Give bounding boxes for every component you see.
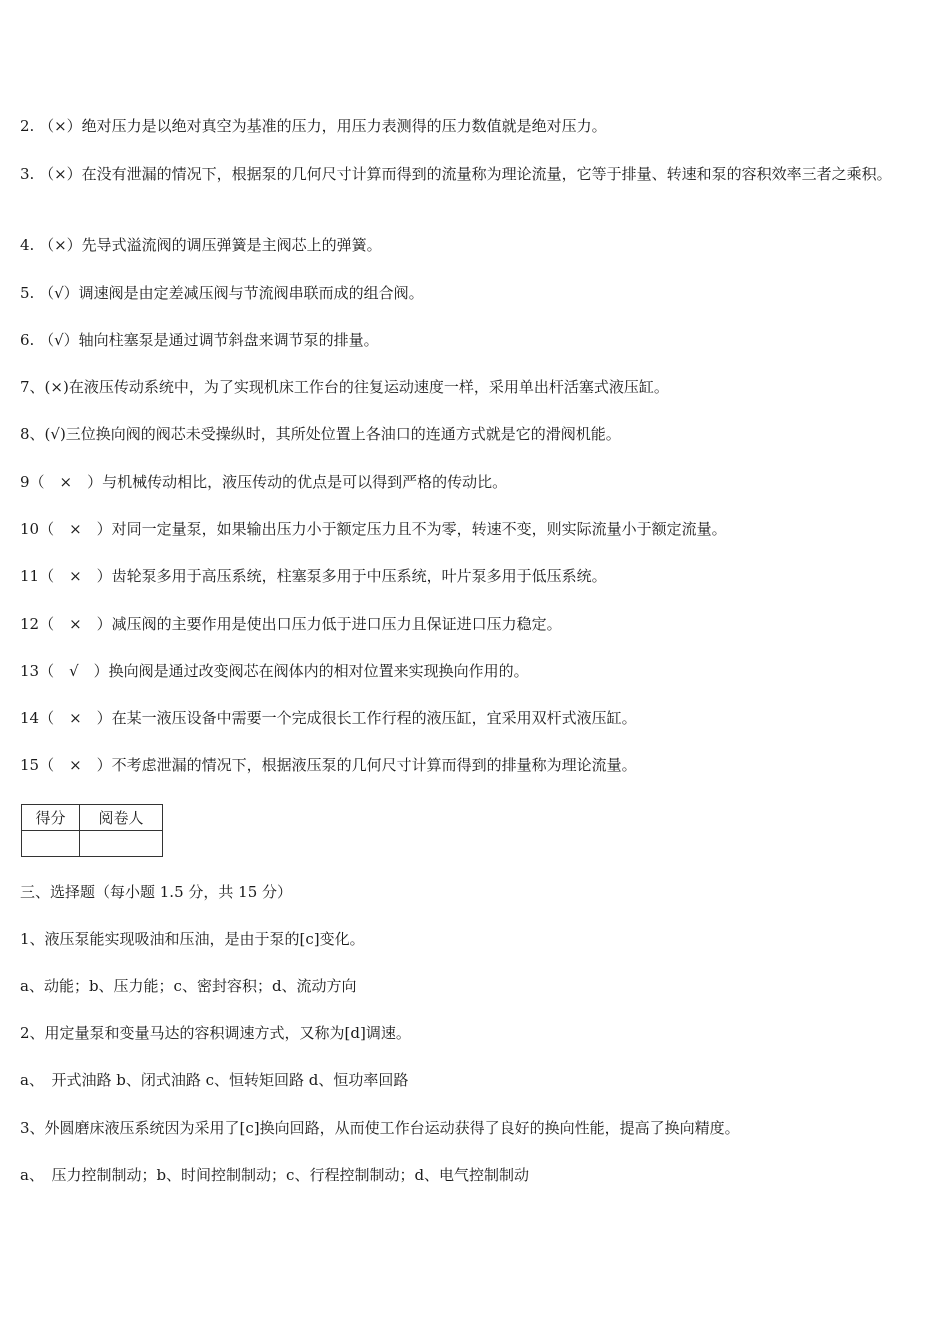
section-title: 三、选择题（每小题 1.5 分，共 15 分） xyxy=(20,883,293,901)
score-header: 得分 xyxy=(22,805,80,831)
judgment-item: 9（ × ）与机械传动相比，液压传动的优点是可以得到严格的传动比。 xyxy=(20,473,508,491)
option-line: a、动能；b、压力能；c、密封容积；d、流动方向 xyxy=(20,977,357,995)
judgment-item: 2. （×）绝对压力是以绝对真空为基准的压力，用压力表测得的压力数值就是绝对压力。 xyxy=(20,117,607,135)
judgment-item: 10（ × ）对同一定量泵，如果输出压力小于额定压力且不为零，转速不变，则实际流量小于额定流量。 xyxy=(20,520,727,538)
judgment-item: 11（ × ）齿轮泵多用于高压系统，柱塞泵多用于中压系统，叶片泵多用于低压系统。 xyxy=(20,567,607,585)
judgment-item: 4. （×）先导式溢流阀的调压弹簧是主阀芯上的弹簧。 xyxy=(20,236,382,254)
judgment-item: 3. （×）在没有泄漏的情况下，根据泵的几何尺寸计算而得到的流量称为理论流量，它等于排量、转速和泵的容积效率三者之乘积。 xyxy=(20,165,892,183)
judgment-item: 15（ × ）不考虑泄漏的情况下，根据液压泵的几何尺寸计算而得到的排量称为理论流量。 xyxy=(20,756,637,774)
question-line: 3、外圆磨床液压系统因为采用了[c]换向回路，从而使工作台运动获得了良好的换向性能，提高了换向精度。 xyxy=(20,1119,740,1137)
judgment-item: 12（ × ）减压阀的主要作用是使出口压力低于进口压力且保证进口压力稳定。 xyxy=(20,615,562,633)
judgment-item: 5. （√）调速阀是由定差减压阀与节流阀串联而成的组合阀。 xyxy=(20,284,424,302)
score-cell[interactable] xyxy=(22,831,80,857)
grader-cell[interactable] xyxy=(80,831,163,857)
score-table xyxy=(21,804,163,857)
judgment-item: 8、(√)三位换向阀的阀芯未受操纵时，其所处位置上各油口的连通方式就是它的滑阀机能。 xyxy=(20,425,621,443)
judgment-item: 13（ √ ）换向阀是通过改变阀芯在阀体内的相对位置来实现换向作用的。 xyxy=(20,662,529,680)
option-line: a、 压力控制制动；b、时间控制制动；c、行程控制制动；d、电气控制制动 xyxy=(20,1166,530,1184)
question-line: 2、用定量泵和变量马达的容积调速方式，又称为[d]调速。 xyxy=(20,1024,411,1042)
judgment-item: 7、(×)在液压传动系统中，为了实现机床工作台的往复运动速度一样，采用单出杆活塞式液压缸。 xyxy=(20,378,669,396)
question-line: 1、液压泵能实现吸油和压油，是由于泵的[c]变化。 xyxy=(20,930,365,948)
judgment-item: 6. （√）轴向柱塞泵是通过调节斜盘来调节泵的排量。 xyxy=(20,331,379,349)
judgment-item: 14（ × ）在某一液压设备中需要一个完成很长工作行程的液压缸，宜采用双杆式液压缸。 xyxy=(20,709,637,727)
option-line: a、 开式油路 b、闭式油路 c、恒转矩回路 d、恒功率回路 xyxy=(20,1071,409,1089)
grader-header: 阅卷人 xyxy=(80,805,163,831)
